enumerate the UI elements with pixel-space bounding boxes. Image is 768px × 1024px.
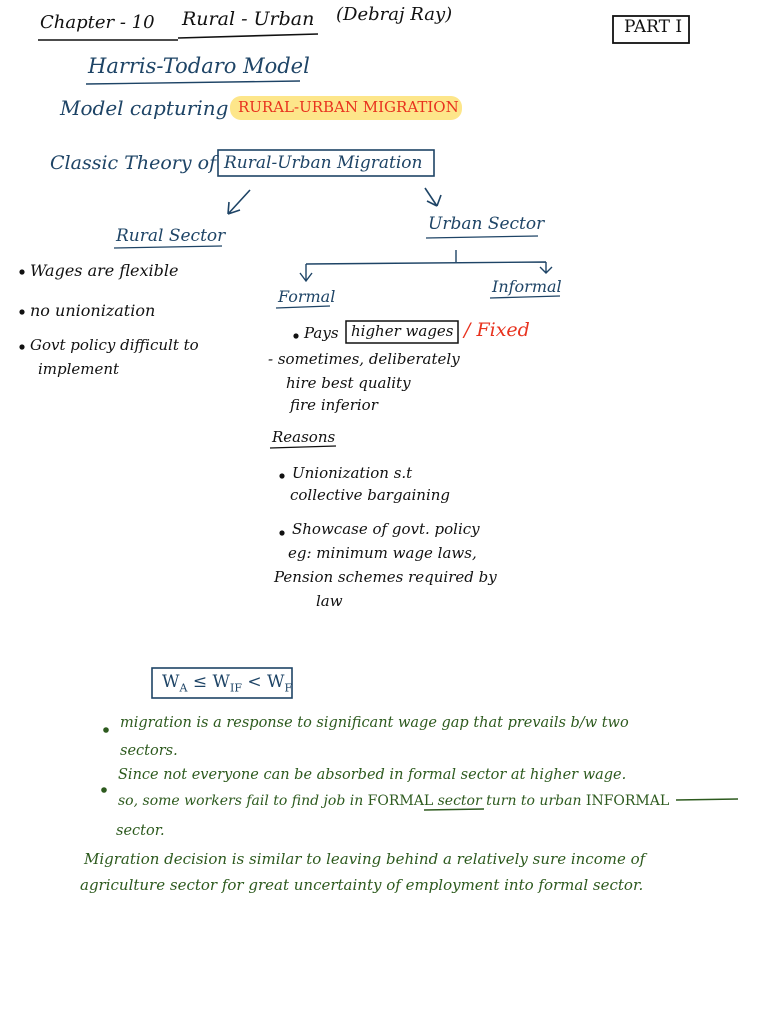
bullet-dot	[279, 473, 284, 478]
bullet-dot	[103, 727, 109, 733]
wage-formal: W	[267, 672, 285, 692]
chapter-label: Chapter - 10	[40, 12, 155, 33]
formal-underline	[276, 306, 330, 308]
bullet-dot	[279, 530, 284, 535]
part-label: PART I	[624, 17, 683, 37]
model-capturing-label: Model capturing	[60, 96, 229, 120]
relation-leq: ≤	[192, 672, 208, 692]
wage-informal-sub: IF	[229, 681, 242, 695]
rural-point-continued: implement	[38, 360, 120, 378]
urban-underline	[426, 236, 538, 238]
bullet-dot	[19, 269, 24, 274]
reasons-heading: Reasons	[272, 428, 336, 446]
informal-heading: Informal	[492, 277, 562, 296]
rural-point: Wages are flexible	[30, 261, 179, 280]
sometimes-line: fire inferior	[290, 396, 378, 414]
informal-caps: INFORMAL	[585, 793, 670, 809]
note-segment: so, some workers fail to find job in	[118, 793, 364, 809]
note-line: Since not everyone can be absorbed in formal sector at higher wage.	[118, 767, 627, 783]
reason-line: law	[316, 592, 343, 610]
informal-underline	[490, 296, 560, 298]
reason-line: Showcase of govt. policy	[292, 520, 480, 538]
rural-sector-heading: Rural Sector	[116, 226, 226, 246]
rural-underline	[114, 246, 222, 248]
note-line: sector.	[116, 823, 165, 839]
classic-theory-boxed-text: Rural-Urban Migration	[224, 153, 423, 173]
wage-agri-sub: A	[179, 681, 188, 695]
note-segment: sector turn to urban	[437, 793, 582, 809]
arrow-to-rural-icon	[228, 190, 250, 214]
formal-caps-underline	[424, 809, 484, 810]
informal-caps-underline	[676, 799, 738, 800]
wage-formal-sub: F	[284, 681, 293, 695]
bullet-dot	[101, 787, 107, 793]
classic-theory-label: Classic Theory of	[50, 152, 217, 174]
reason-line: eg: minimum wage laws,	[288, 544, 477, 562]
wage-inequality-equation	[162, 674, 292, 693]
decision-line: Migration decision is similar to leaving behind a relatively sure income of	[84, 850, 646, 868]
bullet-dot	[293, 333, 298, 338]
wage-agri: W	[162, 672, 180, 692]
pays-label: Pays	[304, 324, 339, 342]
arrow-to-urban-icon	[425, 188, 441, 206]
reason-line: collective bargaining	[290, 486, 451, 504]
fixed-label: / Fixed	[464, 319, 530, 341]
relation-lt: <	[247, 672, 262, 692]
author-label: (Debraj Ray)	[336, 4, 453, 25]
topic-underline	[178, 34, 318, 38]
formal-heading: Formal	[278, 287, 336, 306]
note-line: sectors.	[120, 743, 178, 759]
bullet-dot	[19, 309, 24, 314]
reasons-underline	[270, 446, 336, 448]
formal-caps: FORMAL	[367, 793, 434, 809]
higher-wages-text: higher wages	[351, 322, 454, 340]
rural-urban-migration-highlight-text: RURAL-URBAN MIGRATION	[238, 98, 459, 116]
note-line: migration is a response to significant wage gap that prevails b/w two	[120, 715, 629, 731]
note-line	[118, 794, 669, 808]
sometimes-line: hire best quality	[286, 374, 411, 392]
bullet-dot	[19, 344, 24, 349]
urban-sector-heading: Urban Sector	[428, 214, 545, 234]
topic-label: Rural - Urban	[182, 8, 315, 30]
reason-line: Pension schemes required by	[274, 568, 497, 586]
reason-line: Unionization s.t	[292, 464, 413, 482]
rural-point: Govt policy difficult to	[30, 336, 199, 354]
model-title: Harris-Todaro Model	[88, 54, 310, 78]
sometimes-line: - sometimes, deliberately	[268, 350, 460, 368]
model-title-underline	[86, 81, 300, 84]
decision-line: agriculture sector for great uncertainty of employment into formal sector.	[80, 876, 644, 894]
wage-informal: W	[212, 672, 230, 692]
rural-point: no unionization	[30, 301, 156, 320]
